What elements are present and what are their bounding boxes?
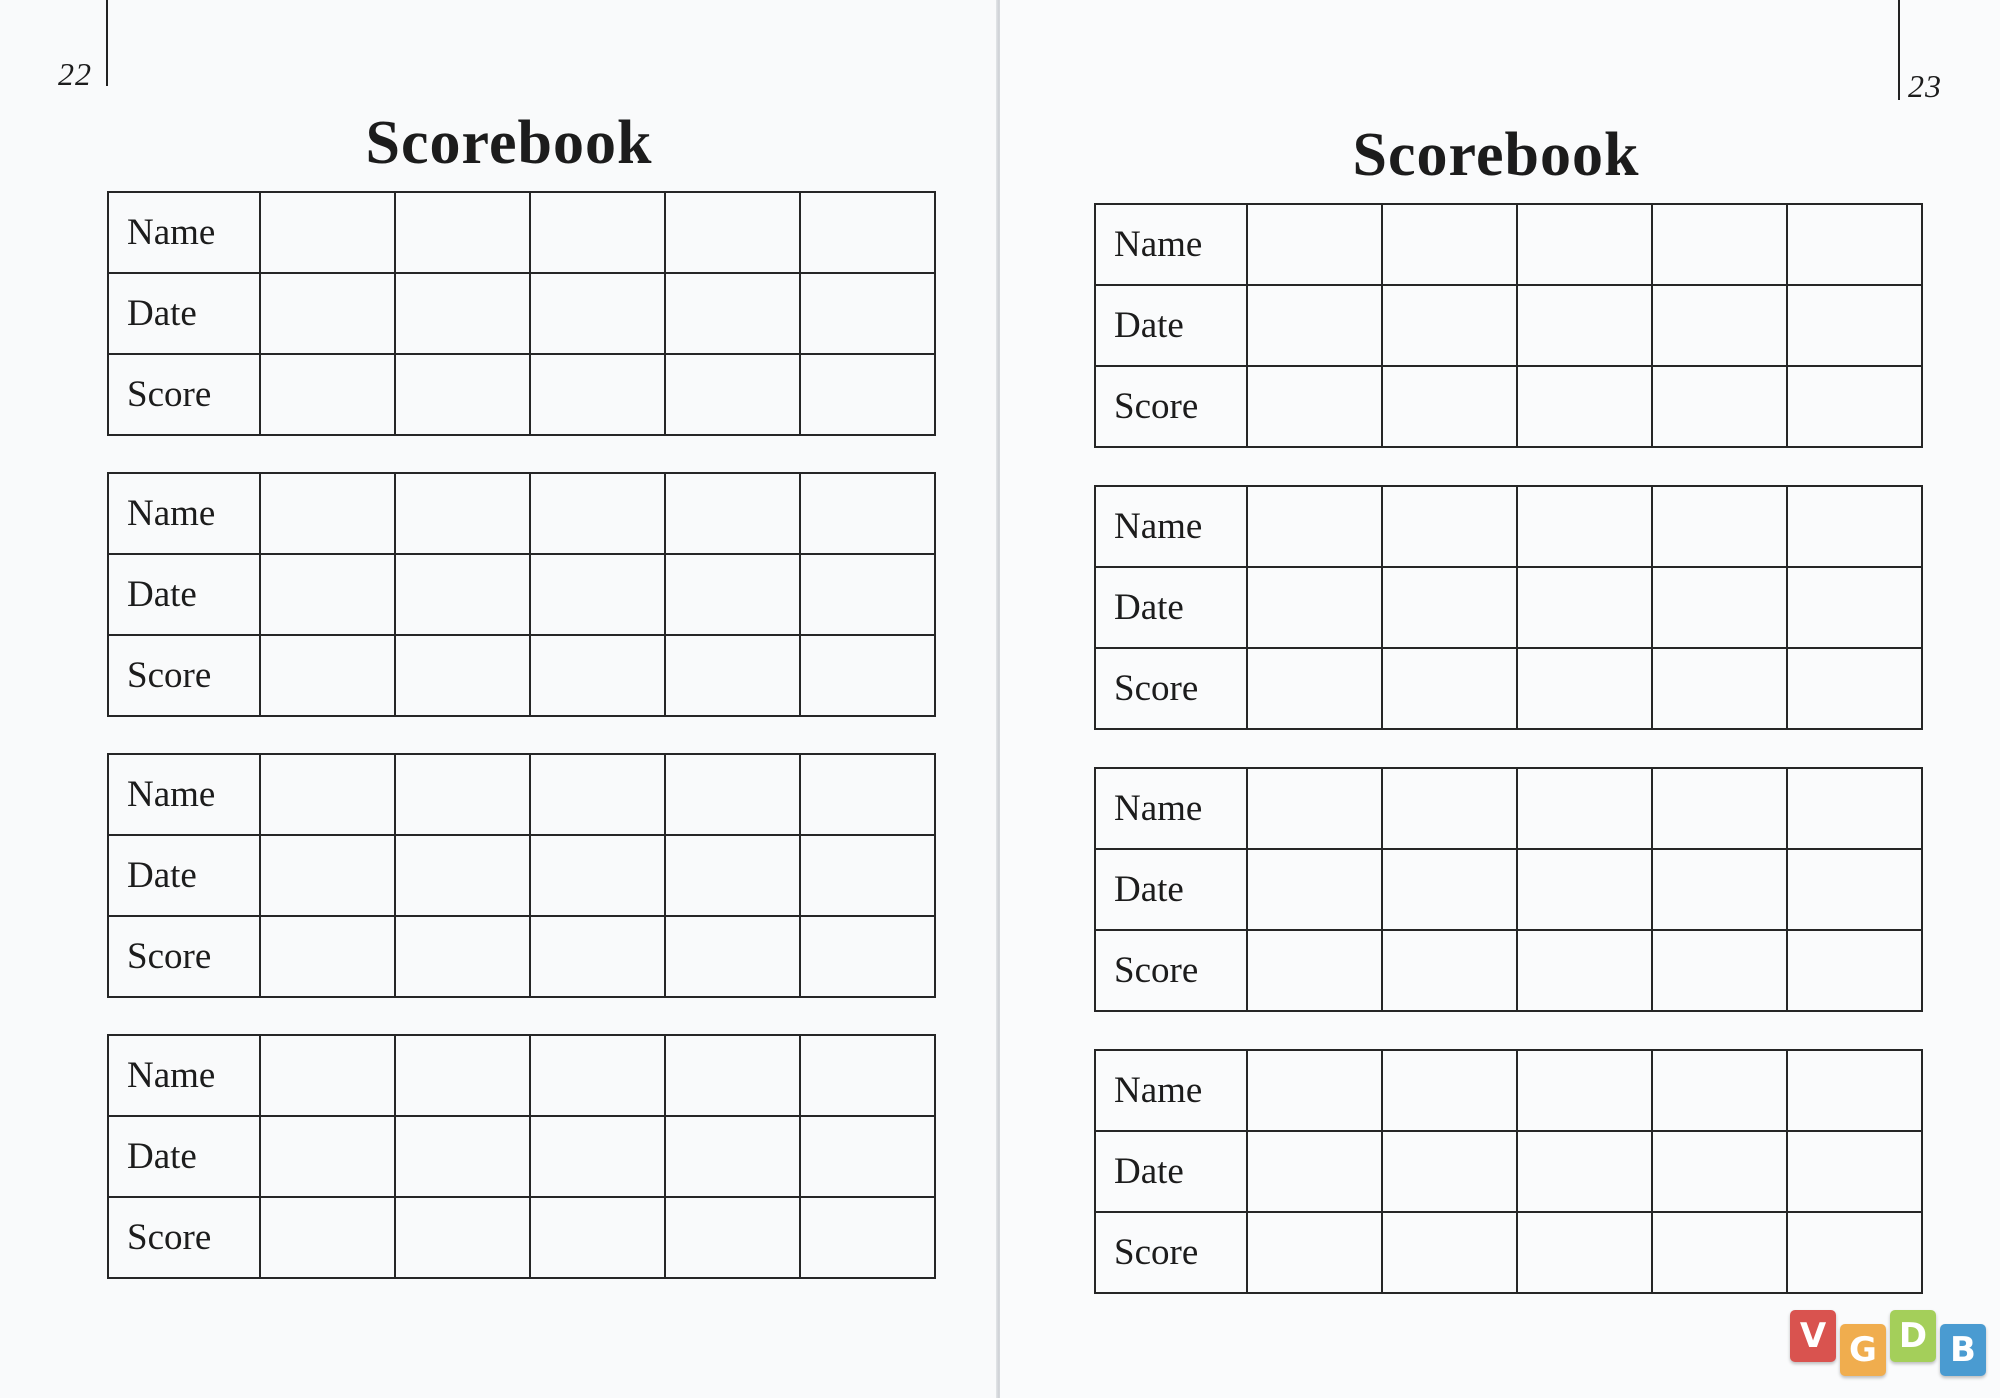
blank-entry-cell [395,1035,530,1116]
score-card-row [108,554,935,635]
blank-entry-cell [1787,1050,1922,1131]
logo-tile-v: V [1790,1310,1836,1362]
blank-entry-cell [1382,366,1517,447]
blank-entry-cell [1382,1050,1517,1131]
score-card [107,753,936,998]
score-card-row [108,916,935,997]
blank-entry-cell [260,473,395,554]
blank-entry-cell [800,192,935,273]
blank-entry-cell [800,835,935,916]
score-card-row [1095,930,1922,1011]
blank-entry-cell [1247,648,1382,729]
blank-entry-cell [530,1035,665,1116]
blank-entry-cell [530,192,665,273]
blank-entry-cell [1382,930,1517,1011]
score-card-row [108,192,935,273]
blank-entry-cell [395,754,530,835]
row-label-name: Name [1095,768,1247,849]
row-label-score: Score [108,354,260,435]
blank-entry-cell [800,354,935,435]
logo-tile-b: B [1940,1324,1986,1376]
blank-entry-cell [1787,1131,1922,1212]
blank-entry-cell [395,1116,530,1197]
page-edge-rule [106,0,108,86]
blank-entry-cell [395,354,530,435]
blank-entry-cell [1652,1131,1787,1212]
blank-entry-cell [530,916,665,997]
blank-entry-cell [1247,1212,1382,1293]
blank-entry-cell [665,1197,800,1278]
blank-entry-cell [1247,1050,1382,1131]
blank-entry-cell [800,273,935,354]
score-card-row [108,1197,935,1278]
blank-entry-cell [665,554,800,635]
blank-entry-cell [395,273,530,354]
score-card-row [108,1035,935,1116]
blank-entry-cell [395,835,530,916]
score-card [107,191,936,436]
blank-entry-cell [260,635,395,716]
blank-entry-cell [665,192,800,273]
score-card-row [1095,204,1922,285]
row-label-name: Name [108,1035,260,1116]
blank-entry-cell [665,754,800,835]
blank-entry-cell [1652,285,1787,366]
score-card-row [108,1116,935,1197]
blank-entry-cell [530,273,665,354]
blank-entry-cell [800,554,935,635]
row-label-date: Date [1095,567,1247,648]
blank-entry-cell [1517,1050,1652,1131]
row-label-date: Date [108,554,260,635]
score-card [1094,485,1923,730]
blank-entry-cell [665,273,800,354]
row-label-name: Name [108,473,260,554]
score-card-row [1095,366,1922,447]
score-card-row [108,754,935,835]
score-card-row [1095,1050,1922,1131]
page-edge-rule [1898,0,1900,100]
blank-entry-cell [1517,1131,1652,1212]
score-card-row [1095,648,1922,729]
blank-entry-cell [395,554,530,635]
blank-entry-cell [1247,768,1382,849]
blank-entry-cell [530,473,665,554]
blank-entry-cell [665,354,800,435]
score-card [1094,767,1923,1012]
row-label-date: Date [108,835,260,916]
row-label-score: Score [1095,1212,1247,1293]
row-label-name: Name [1095,204,1247,285]
blank-entry-cell [395,635,530,716]
page-title: Scorebook [1352,121,1640,189]
row-label-score: Score [108,635,260,716]
blank-entry-cell [530,354,665,435]
row-label-score: Score [108,916,260,997]
score-card-row [1095,486,1922,567]
blank-entry-cell [260,554,395,635]
page-number: 22 [58,56,92,92]
blank-entry-cell [530,1116,665,1197]
blank-entry-cell [1517,768,1652,849]
score-card-row [1095,285,1922,366]
row-label-score: Score [108,1197,260,1278]
blank-entry-cell [1652,1050,1787,1131]
row-label-name: Name [108,192,260,273]
score-card-row [1095,1212,1922,1293]
blank-entry-cell [1787,204,1922,285]
blank-entry-cell [1247,486,1382,567]
blank-entry-cell [665,835,800,916]
blank-entry-cell [1517,849,1652,930]
blank-entry-cell [530,635,665,716]
row-label-date: Date [1095,285,1247,366]
blank-entry-cell [1247,204,1382,285]
blank-entry-cell [665,1116,800,1197]
blank-entry-cell [1787,648,1922,729]
blank-entry-cell [1787,366,1922,447]
score-card [107,472,936,717]
blank-entry-cell [800,1197,935,1278]
blank-entry-cell [260,835,395,916]
blank-entry-cell [800,1035,935,1116]
blank-entry-cell [260,354,395,435]
blank-entry-cell [1652,768,1787,849]
row-label-score: Score [1095,930,1247,1011]
blank-entry-cell [1787,486,1922,567]
row-label-date: Date [1095,849,1247,930]
blank-entry-cell [1247,1131,1382,1212]
blank-entry-cell [800,1116,935,1197]
blank-entry-cell [1517,567,1652,648]
blank-entry-cell [1787,1212,1922,1293]
blank-entry-cell [1652,567,1787,648]
blank-entry-cell [1652,849,1787,930]
row-label-score: Score [1095,366,1247,447]
row-label-name: Name [1095,1050,1247,1131]
page-number: 23 [1908,68,1942,104]
blank-entry-cell [665,635,800,716]
blank-entry-cell [1787,567,1922,648]
blank-entry-cell [800,916,935,997]
blank-entry-cell [1247,567,1382,648]
blank-entry-cell [1517,366,1652,447]
blank-entry-cell [800,754,935,835]
blank-entry-cell [665,1035,800,1116]
blank-entry-cell [530,1197,665,1278]
blank-entry-cell [665,916,800,997]
score-card-row [108,273,935,354]
score-card-row [108,473,935,554]
blank-entry-cell [665,473,800,554]
blank-entry-cell [530,835,665,916]
blank-entry-cell [1652,1212,1787,1293]
blank-entry-cell [1787,849,1922,930]
blank-entry-cell [260,916,395,997]
right-page [1000,0,2000,1398]
blank-entry-cell [530,554,665,635]
blank-entry-cell [1247,285,1382,366]
score-card-row [1095,1131,1922,1212]
blank-entry-cell [1382,204,1517,285]
blank-entry-cell [1517,285,1652,366]
blank-entry-cell [1247,849,1382,930]
score-card-row [1095,768,1922,849]
blank-entry-cell [1382,768,1517,849]
blank-entry-cell [1517,648,1652,729]
blank-entry-cell [1382,567,1517,648]
blank-entry-cell [1652,204,1787,285]
blank-entry-cell [1787,768,1922,849]
blank-entry-cell [260,1035,395,1116]
blank-entry-cell [1517,1212,1652,1293]
blank-entry-cell [530,754,665,835]
blank-entry-cell [395,192,530,273]
blank-entry-cell [1382,486,1517,567]
blank-entry-cell [1517,486,1652,567]
blank-entry-cell [1517,204,1652,285]
blank-entry-cell [1382,285,1517,366]
blank-entry-cell [1517,930,1652,1011]
blank-entry-cell [800,473,935,554]
blank-entry-cell [395,1197,530,1278]
row-label-date: Date [108,273,260,354]
row-label-score: Score [1095,648,1247,729]
logo-tile-g: G [1840,1324,1886,1376]
row-label-name: Name [108,754,260,835]
blank-entry-cell [260,1197,395,1278]
score-card [1094,1049,1923,1294]
blank-entry-cell [260,273,395,354]
blank-entry-cell [395,473,530,554]
row-label-date: Date [108,1116,260,1197]
left-page [0,0,998,1398]
blank-entry-cell [1382,648,1517,729]
blank-entry-cell [260,1116,395,1197]
blank-entry-cell [1652,366,1787,447]
score-card-row [108,835,935,916]
blank-entry-cell [1652,486,1787,567]
score-card-row [108,635,935,716]
blank-entry-cell [800,635,935,716]
score-card [107,1034,936,1279]
page-title: Scorebook [365,109,653,177]
blank-entry-cell [1247,366,1382,447]
blank-entry-cell [1382,1212,1517,1293]
blank-entry-cell [395,916,530,997]
blank-entry-cell [1652,648,1787,729]
score-card-row [1095,567,1922,648]
blank-entry-cell [1382,849,1517,930]
vgdb-logo [1790,1310,1990,1380]
blank-entry-cell [1247,930,1382,1011]
blank-entry-cell [1787,930,1922,1011]
blank-entry-cell [260,192,395,273]
score-card-row [1095,849,1922,930]
logo-tile-d: D [1890,1310,1936,1362]
score-card [1094,203,1923,448]
blank-entry-cell [1652,930,1787,1011]
blank-entry-cell [1382,1131,1517,1212]
score-card-row [108,354,935,435]
blank-entry-cell [1787,285,1922,366]
row-label-date: Date [1095,1131,1247,1212]
row-label-name: Name [1095,486,1247,567]
blank-entry-cell [260,754,395,835]
